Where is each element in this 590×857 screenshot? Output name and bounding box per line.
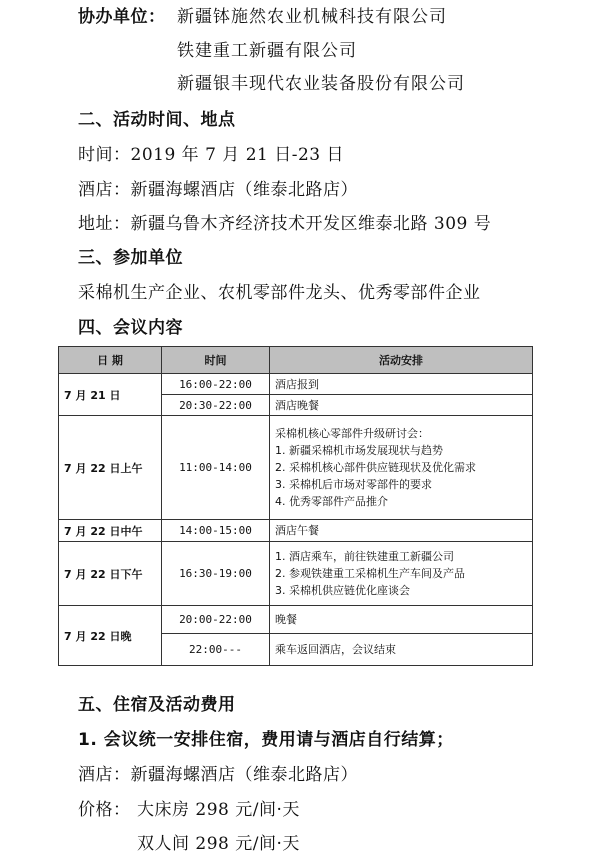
event-hotel: 酒店：新疆海螺酒店（维泰北路店）	[78, 180, 358, 200]
table-row	[59, 374, 533, 395]
section5-title: 五、住宿及活动费用	[78, 695, 236, 715]
row-activity	[270, 416, 533, 520]
table-row	[59, 416, 533, 520]
activity-line: 1. 新疆采棉机市场发展现状与趋势	[275, 444, 443, 457]
co-organizer-1: 新疆钵施然农业机械科技有限公司	[177, 7, 447, 27]
row-date: 7 月 22 日下午	[59, 542, 162, 606]
accommodation-hotel: 酒店：新疆海螺酒店（维泰北路店）	[78, 765, 358, 785]
row-activity: 酒店报到	[270, 374, 533, 395]
row-time: 11:00-14:00	[162, 416, 270, 520]
row-date: 7 月 22 日上午	[59, 416, 162, 520]
co-organizer-2: 铁建重工新疆有限公司	[177, 41, 357, 61]
section3-title: 三、参加单位	[78, 248, 183, 268]
row-activity: 乘车返回酒店，会议结束	[270, 634, 533, 666]
event-time: 时间：2019 年 7 月 21 日-23 日	[78, 145, 345, 165]
table-header-row	[59, 347, 533, 374]
table-row	[59, 520, 533, 542]
section4-title: 四、会议内容	[78, 318, 183, 338]
accommodation-note: 1. 会议统一安排住宿，费用请与酒店自行结算；	[78, 730, 454, 750]
header-date: 日 期	[59, 347, 162, 374]
row-activity	[270, 542, 533, 606]
price-king-room: 大床房 298 元/间·天	[137, 800, 300, 820]
co-organizer-3: 新疆银丰现代农业装备股份有限公司	[177, 74, 465, 94]
row-time: 16:30-19:00	[162, 542, 270, 606]
table-row	[59, 542, 533, 606]
row-activity: 晚餐	[270, 606, 533, 634]
activity-line: 3. 采棉机供应链优化座谈会	[275, 584, 410, 597]
co-organizers-label: 协办单位：	[78, 7, 166, 27]
activity-line: 3. 采棉机后市场对零部件的要求	[275, 478, 432, 491]
activity-line: 采棉机核心零部件升级研讨会：	[275, 427, 429, 440]
row-time: 20:00-22:00	[162, 606, 270, 634]
participants: 采棉机生产企业、农机零部件龙头、优秀零部件企业	[78, 283, 481, 303]
activity-line: 1. 酒店乘车，前往铁建重工新疆公司	[275, 550, 454, 563]
table-row	[59, 606, 533, 634]
row-date: 7 月 21 日	[59, 374, 162, 416]
activity-line: 2. 采棉机核心部件供应链现状及优化需求	[275, 461, 476, 474]
event-address: 地址：新疆乌鲁木齐经济技术开发区维泰北路 309 号	[78, 214, 492, 234]
section2-title: 二、活动时间、地点	[78, 110, 236, 130]
row-time: 16:00-22:00	[162, 374, 270, 395]
row-time: 14:00-15:00	[162, 520, 270, 542]
row-time: 22:00---	[162, 634, 270, 666]
price-twin-room: 双人间 298 元/间·天	[137, 834, 300, 854]
activity-line: 2. 参观铁建重工采棉机生产车间及产品	[275, 567, 465, 580]
row-date: 7 月 22 日中午	[59, 520, 162, 542]
header-time: 时间	[162, 347, 270, 374]
row-activity: 酒店午餐	[270, 520, 533, 542]
row-activity: 酒店晚餐	[270, 395, 533, 416]
activity-line: 4. 优秀零部件产品推介	[275, 495, 388, 508]
price-label: 价格：	[78, 800, 131, 820]
schedule-table	[58, 346, 533, 666]
row-date: 7 月 22 日晚	[59, 606, 162, 666]
row-time: 20:30-22:00	[162, 395, 270, 416]
header-activity: 活动安排	[270, 347, 533, 374]
